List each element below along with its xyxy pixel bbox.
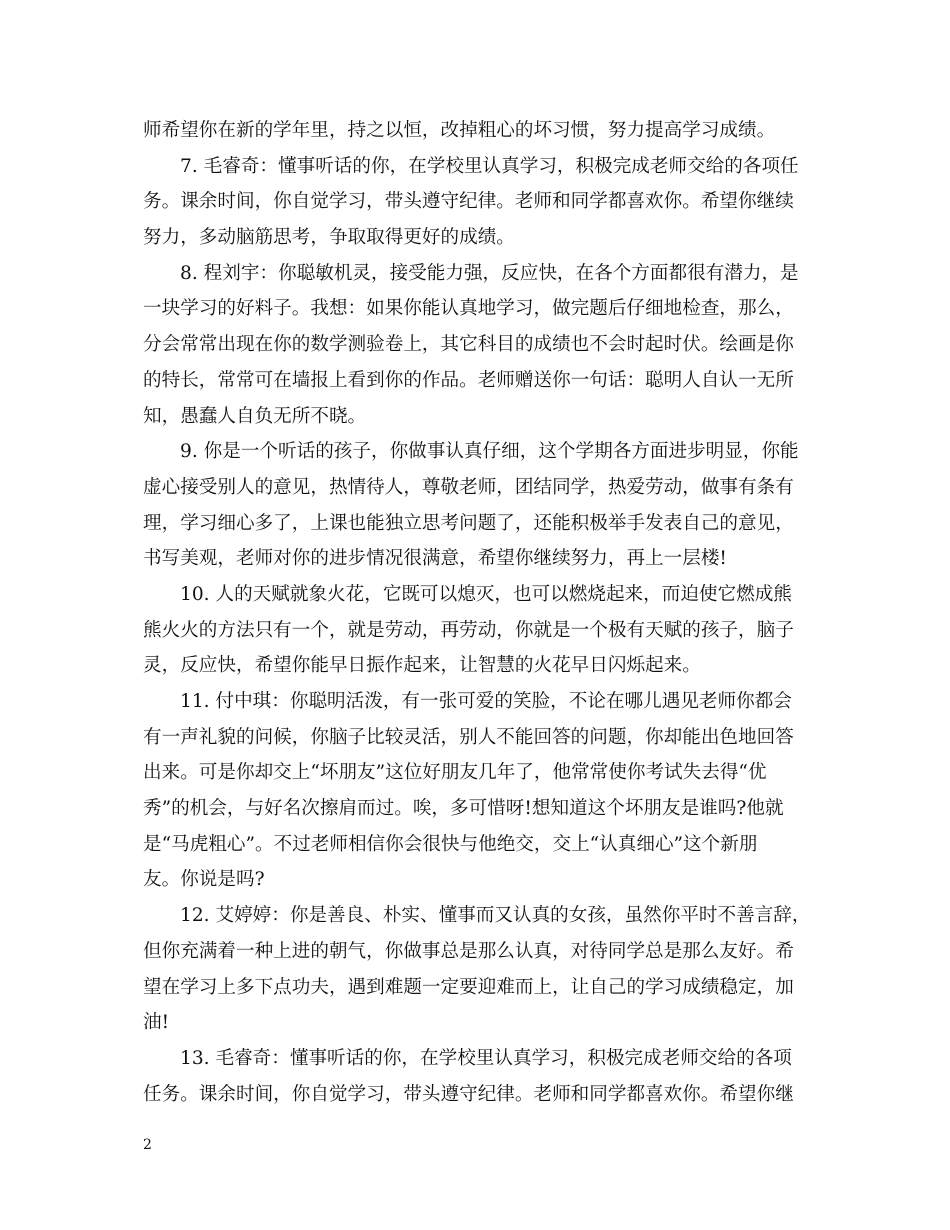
document-body — [143, 113, 811, 1112]
text-line: 一块学习的好料子。我想：如果你能认真地学习，做完题后仔细地检查，那么， — [143, 298, 794, 320]
paragraph-8-line: 8. 程刘宇：你聪敏机灵，接受能力强，反应快，在各个方面都很有潜力，是 — [180, 262, 799, 284]
text-line: 但你充满着一种上进的朝气，你做事总是那么认真，对待同学总是那么友好。希 — [143, 940, 794, 962]
text-line: 书写美观，老师对你的进步情况很满意，希望你继续努力，再上一层楼! — [143, 548, 727, 570]
paragraph-10-line: 10. 人的天赋就象火花，它既可以熄灭，也可以燃烧起来，而迫使它燃成熊 — [180, 583, 792, 605]
text-line: 分会常常出现在你的数学测验卷上，其它科目的成绩也不会时起时伏。绘画是你 — [143, 334, 794, 356]
page-number: 2 — [143, 1137, 152, 1153]
text-line: 师希望你在新的学年里，持之以恒，改掉粗心的坏习惯，努力提高学习成绩。 — [143, 120, 776, 141]
text-line: 知，愚蠢人自负无所不晓。 — [143, 405, 367, 427]
text-line: 的特长，常常可在墙报上看到你的作品。老师赠送你一句话：聪明人自认一无所 — [143, 369, 794, 391]
text-line: 油! — [143, 1012, 170, 1034]
text-line: 熊火火的方法只有一个，就是劳动，再劳动，你就是一个极有天赋的孩子，脑子 — [143, 619, 794, 641]
paragraph-7-line: 7. 毛睿奇：懂事听话的你，在学校里认真学习，积极完成老师交给的各项任 — [180, 155, 799, 177]
paragraph-11-line: 11. 付中琪：你聪明活泼，有一张可爱的笑脸，不论在哪儿遇见老师你都会 — [180, 691, 792, 712]
paragraph-12-line: 12. 艾婷婷：你是善良、朴实、懂事而又认真的女孩，虽然你平时不善言辞， — [180, 905, 811, 927]
paragraph-9-line: 9. 你是一个听话的孩子，你做事认真仔细，这个学期各方面进步明显，你能 — [180, 441, 799, 463]
text-line: 务。课余时间，你自觉学习，带头遵守纪律。老师和同学都喜欢你。希望你继续 — [143, 191, 794, 213]
text-line: 理，学习细心多了，上课也能独立思考问题了，还能积极举手发表自己的意见， — [143, 512, 794, 534]
text-line: 任务。课余时间，你自觉学习，带头遵守纪律。老师和同学都喜欢你。希望你继 — [143, 1083, 794, 1105]
text-line: 努力，多动脑筋思考，争取取得更好的成绩。 — [143, 227, 515, 249]
text-line: 灵，反应快，希望你能早日振作起来，让智慧的火花早日闪烁起来。 — [143, 655, 701, 677]
text-line: 秀”的机会，与好名次擦肩而过。唉，多可惜呀!想知道这个坏朋友是谁吗?他就 — [143, 798, 784, 820]
text-line: 望在学习上多下点功夫，遇到难题一定要迎难而上，让自己的学习成绩稳定，加 — [143, 976, 794, 998]
text-line: 友。你说是吗? — [143, 869, 265, 891]
text-line: 出来。可是你却交上“坏朋友”这位好朋友几年了，他常常使你考试失去得“优 — [143, 762, 767, 784]
text-line: 是“马虎粗心”。不过老师相信你会很快与他绝交，交上“认真细心”这个新朋 — [143, 833, 758, 855]
text-line: 有一声礼貌的问候，你脑子比较灵活，别人不能回答的问题，你却能出色地回答 — [143, 726, 794, 748]
text-line: 虚心接受别人的意见，热情待人，尊敬老师，团结同学，热爱劳动，做事有条有 — [143, 476, 794, 498]
paragraph-13-line: 13. 毛睿奇：懂事听话的你，在学校里认真学习，积极完成老师交给的各项 — [180, 1047, 792, 1069]
